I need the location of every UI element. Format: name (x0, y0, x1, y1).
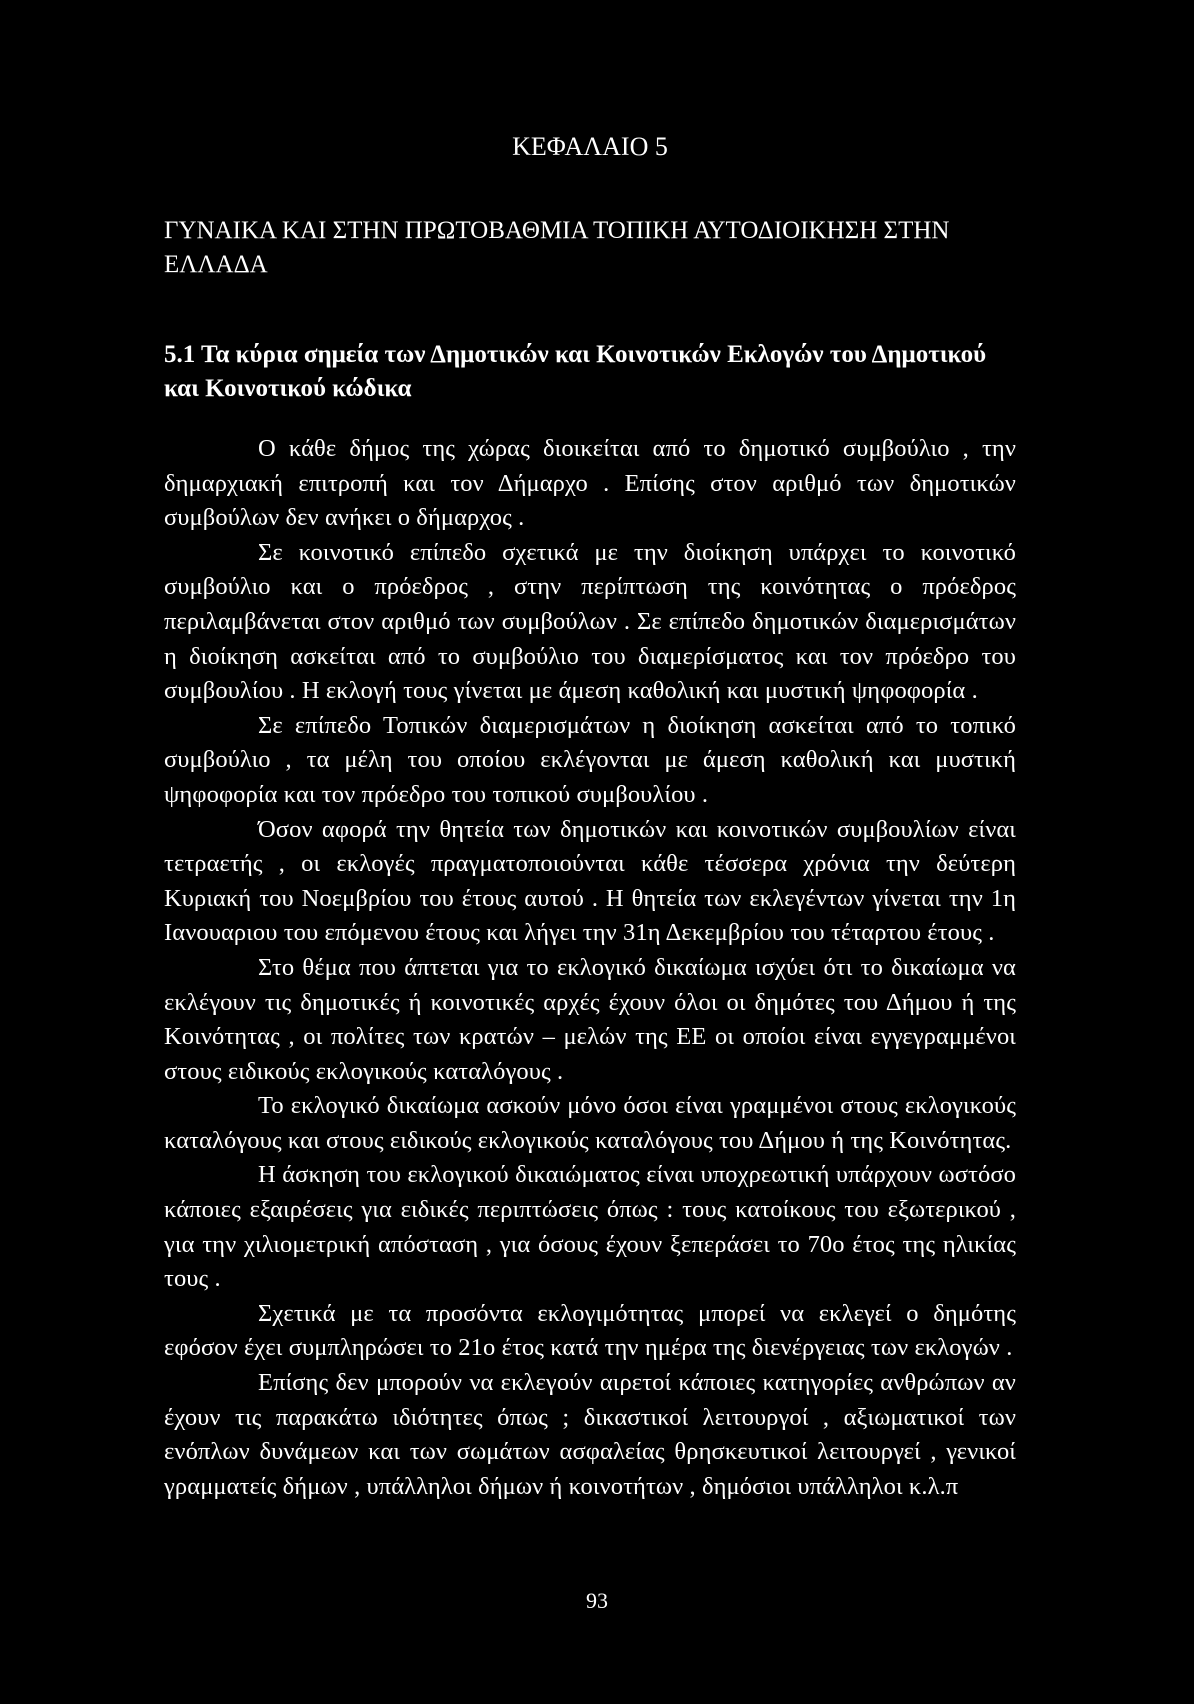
section-title: ΓΥΝΑΙΚΑ ΚΑΙ ΣΤΗΝ ΠΡΩΤΟΒΑΘΜΙΑ ΤΟΠΙΚΗ ΑΥΤΟΔΙΟΙΚΗΣΗ ΣΤΗΝ ΕΛΛΑΔΑ (164, 217, 950, 278)
page-number: 93 (586, 1588, 608, 1613)
paragraph-7: Η άσκηση του εκλογικού δικαιώματος είναι υποχρεωτική υπάρχουν ωστόσο κάποιες εξαιρέσεις για ειδικές περιπτώσεις όπως : τους κατοίκους του εξωτερικού , για την χιλιομετρική απόσταση , για όσους έχουν ξεπεράσει το 70ο έτος της ηλικίας τους . (164, 1161, 1016, 1293)
chapter-heading: ΚΕΦΑΛΑΙΟ 5 (512, 132, 668, 161)
paragraph-1: Ο κάθε δήμος της χώρας διοικείται από το δημοτικό συμβούλιο , την δημαρχιακή επιτροπή και τον Δήμαρχο . Επίσης στον αριθμό των δημοτικών συμβούλων δεν ανήκει ο δήμαρχος . (164, 435, 1016, 532)
paragraph-3: Σε επίπεδο Τοπικών διαμερισμάτων η διοίκηση ασκείται από το τοπικό συμβούλιο , τα μέλη του οποίου εκλέγονται με άμεση καθολική και μυστική ψηφοφορία και τον πρόεδρο του τοπικού συμβουλίου . (164, 711, 1016, 808)
paragraph-5: Στο θέμα που άπτεται για το εκλογικό δικαίωμα ισχύει ότι το δικαίωμα να εκλέγουν τις δημοτικές ή κοινοτικές αρχές έχουν όλοι οι δημότες του Δήμου ή της Κοινότητας , οι πολίτες των κρατών – μελών της ΕΕ οι οποίοι είναι εγγεγραμμένοι στους ειδικούς εκλογικούς καταλόγους . (164, 953, 1016, 1085)
paragraph-2: Σε κοινοτικό επίπεδο σχετικά με την διοίκηση υπάρχει το κοινοτικό συμβούλιο και ο πρόεδρος , στην περίπτωση της κοινότητας ο πρόεδρος περιλαμβάνεται στον αριθμό των συμβούλων . Σε επίπεδο δημοτικών διαμερισμάτων η διοίκηση ασκείται από το συμβούλιο του διαμερίσματος και τον πρόεδρο του συμβουλίου . Η εκλογή τους γίνεται με άμεση καθολική και μυστική ψηφοφορία . (164, 538, 1016, 705)
paragraph-9: Επίσης δεν μπορούν να εκλεγούν αιρετοί κάποιες κατηγορίες ανθρώπων αν έχουν τις παρακάτω ιδιότητες όπως ; δικαστικοί λειτουργοί , αξιωματικοί των ενόπλων δυνάμεων και των σωμάτων ασφαλείας θρησκευτικοί λειτουργεί , γενικοί γραμματείς δήμων , υπάλληλοι δήμων ή κοινοτήτων , δημόσιοι υπάλληλοι κ.λ.π (164, 1369, 1016, 1500)
page-content (164, 110, 1016, 1504)
paragraph-6: Το εκλογικό δικαίωμα ασκούν μόνο όσοι είναι γραμμένοι στους εκλογικούς καταλόγους και στους ειδικούς εκλογικούς καταλόγους του Δήμου ή της Κοινότητας. (164, 1092, 1016, 1154)
paragraph-8: Σχετικά με τα προσόντα εκλογιμότητας μπορεί να εκλεγεί ο δημότης εφόσον έχει συμπληρώσει το 21ο έτος κατά την ημέρα της διενέργειας των εκλογών . (164, 1299, 1016, 1362)
subsection-title: 5.1 Τα κύρια σημεία των Δημοτικών και Κοινοτικών Εκλογών του Δημοτικού και Κοινοτικού κώδικα (164, 341, 987, 402)
paragraph-4: Όσον αφορά την θητεία των δημοτικών και κοινοτικών συμβουλίων είναι τετραετής , οι εκλογές πραγματοποιούνται κάθε τέσσερα χρόνια την δεύτερη Κυριακή του Νοεμβρίου του έτους αυτού . Η θητεία των εκλεγέντων γίνεται την 1η Ιανουαριου του επόμενου έτους και λήγει την 31η Δεκεμβρίου του τέταρτου έτους . (164, 815, 1016, 947)
